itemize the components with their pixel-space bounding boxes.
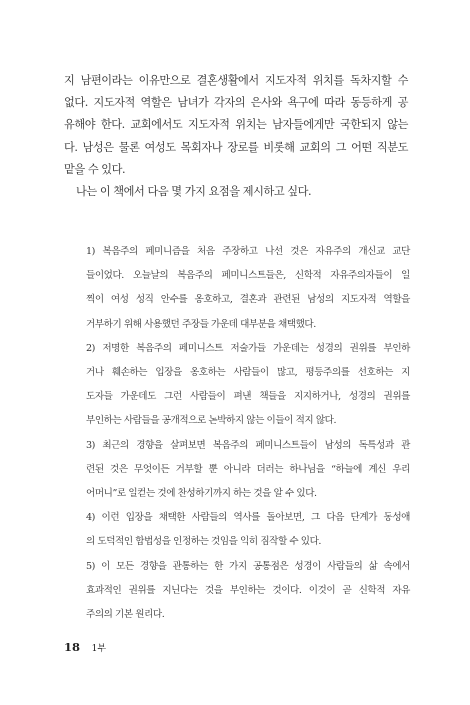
point-line: 주의의 기본 원리다. <box>86 609 165 621</box>
point-line: 3) 최근의 경향을 살펴보면 복음주의 페미니스트들이 남성의 독특성과 관 <box>86 439 410 451</box>
point-line: 거나 훼손하는 입장을 옹호하는 사람들이 많고, 평등주의를 선호하는 지 <box>86 367 410 379</box>
page-footer <box>64 640 106 654</box>
paragraph-line: 지 남편이라는 이유만으로 결혼생활에서 지도자적 위치를 독차지할 수 <box>64 74 408 87</box>
body-paragraph <box>64 70 408 203</box>
point-line: 효과적인 권위를 지닌다는 것을 부인하는 것이다. 이것이 곧 신학적 자유 <box>86 584 410 596</box>
point-line: 도자들 가운데도 그런 사람들이 펴낸 책들을 지지하거나, 성경의 권위를 <box>86 391 410 403</box>
intro-sentence: 나는 이 책에서 다음 몇 가지 요점을 제시하고 싶다. <box>76 185 312 199</box>
point-line: 1) 복음주의 페미니즘을 처음 주장하고 나선 것은 자유주의 개신교 교단 <box>86 246 410 257</box>
paragraph-line: 다. 남성은 물론 여성도 목회자나 장로를 비롯해 교회의 그 어떤 직분도 <box>64 140 408 154</box>
paragraph-line: 없다. 지도자적 역할은 남녀가 각자의 은사와 욕구에 따라 동등하게 공 <box>64 96 408 110</box>
point-line: 어머니”로 일컫는 것에 찬성하기까지 하는 것을 알 수 있다. <box>86 488 317 500</box>
points-list <box>86 240 410 627</box>
paragraph-line: 유해야 한다. 교회에서도 지도자적 위치는 남자들에게만 국한되지 않는 <box>64 118 408 132</box>
point-line: 거부하기 위해 사용했던 주장들 가운데 대부분을 채택했다. <box>86 318 316 330</box>
point-line: 2) 저명한 복음주의 페미니스트 저술가들 가운데는 성경의 권위를 부인하 <box>86 342 410 354</box>
point-line: 련된 것은 무엇이든 거부할 뿐 아니라 더러는 하나님을 “하늘에 계신 우리 <box>86 463 410 475</box>
part-label: 1부 <box>91 644 107 654</box>
point-line: 5) 이 모든 경향을 관통하는 한 가지 공통점은 성경이 사람들의 삶 속에서 <box>86 560 410 572</box>
point-line: 들이었다. 오늘날의 복음주의 페미니스트들은, 신학적 자유주의자들이 일 <box>86 270 410 282</box>
point-line: 4) 이런 입장을 채택한 사람들의 역사를 돌아보면, 그 다음 단계가 동성애 <box>86 512 410 524</box>
point-line: 찍이 여성 성직 안수를 옹호하고, 결혼과 관련된 남성의 지도자적 역할을 <box>86 294 410 306</box>
paragraph-line: 맡을 수 있다. <box>64 162 126 176</box>
point-line: 부인하는 사람들을 공개적으로 논박하지 않는 이들이 적지 않다. <box>86 415 337 427</box>
point-line: 의 도덕적인 합법성을 인정하는 것임을 익히 짐작할 수 있다. <box>86 536 322 548</box>
page-number: 18 <box>64 640 81 654</box>
